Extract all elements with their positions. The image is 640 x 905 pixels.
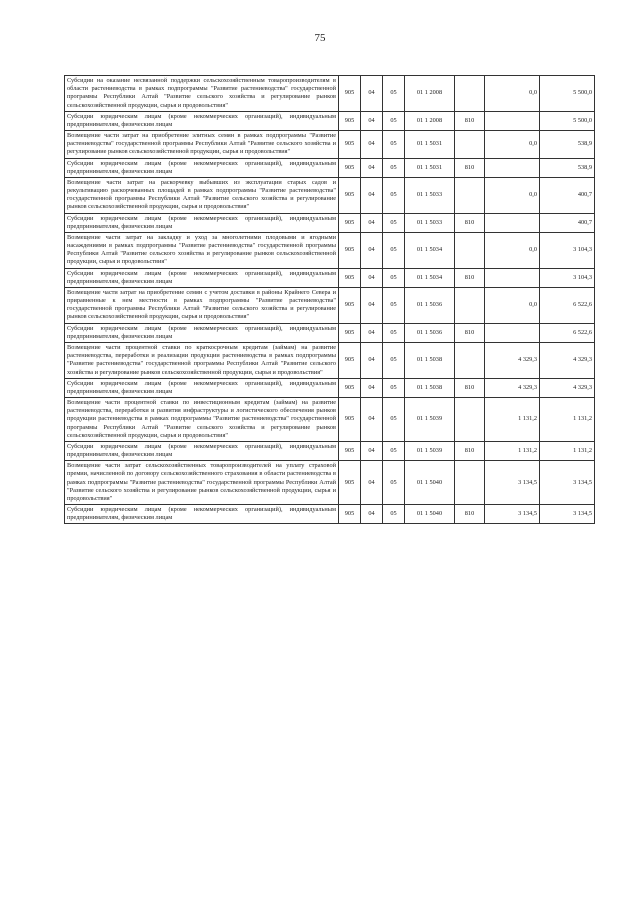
row-expense-type xyxy=(455,398,485,442)
row-description: Субсидии юридическим лицам (кроме некоммерческих организаций), индивидуальным предпринимателям, физическим лицам xyxy=(65,111,339,130)
row-section-code: 04 xyxy=(361,177,383,213)
row-subsection-code: 05 xyxy=(383,505,405,524)
table-row xyxy=(65,505,595,524)
table-row xyxy=(65,461,595,505)
row-amount-2: 3 134,5 xyxy=(540,461,595,505)
row-ministry-code: 905 xyxy=(339,177,361,213)
row-section-code: 04 xyxy=(361,323,383,342)
row-section-code: 04 xyxy=(361,111,383,130)
row-description: Субсидии юридическим лицам (кроме некоммерческих организаций), индивидуальным предпринимателям, физическим лицам xyxy=(65,268,339,287)
row-amount-2: 3 104,3 xyxy=(540,268,595,287)
row-amount-2: 400,7 xyxy=(540,213,595,232)
row-amount-2: 5 500,0 xyxy=(540,76,595,112)
row-ministry-code: 905 xyxy=(339,323,361,342)
row-description: Возмещение части затрат на приобретение элитных семян в рамках подпрограммы "Развитие растениеводства" государственной программы Республики Алтай "Развитие сельского хозяйства и регулирование рынков сельскохозяйственной продукции, сырья и продовольствия" xyxy=(65,131,339,159)
row-target-article: 01 1 5039 xyxy=(405,441,455,460)
row-expense-type xyxy=(455,287,485,323)
row-target-article: 01 1 5033 xyxy=(405,213,455,232)
row-amount-2: 6 522,6 xyxy=(540,287,595,323)
row-amount-1: 4 329,3 xyxy=(485,378,540,397)
row-section-code: 04 xyxy=(361,342,383,378)
row-expense-type: 810 xyxy=(455,378,485,397)
row-amount-1: 0,0 xyxy=(485,232,540,268)
row-ministry-code: 905 xyxy=(339,378,361,397)
row-target-article: 01 1 5040 xyxy=(405,505,455,524)
row-target-article: 01 1 5036 xyxy=(405,287,455,323)
table-row xyxy=(65,232,595,268)
row-amount-2: 5 500,0 xyxy=(540,111,595,130)
row-subsection-code: 05 xyxy=(383,131,405,159)
row-amount-1: 0,0 xyxy=(485,177,540,213)
row-subsection-code: 05 xyxy=(383,378,405,397)
row-amount-1: 3 134,5 xyxy=(485,505,540,524)
row-ministry-code: 905 xyxy=(339,213,361,232)
row-expense-type: 810 xyxy=(455,323,485,342)
row-amount-1: 0,0 xyxy=(485,76,540,112)
table-row xyxy=(65,177,595,213)
row-section-code: 04 xyxy=(361,232,383,268)
row-subsection-code: 05 xyxy=(383,441,405,460)
row-target-article: 01 1 5034 xyxy=(405,232,455,268)
row-expense-type xyxy=(455,131,485,159)
row-target-article: 01 1 5031 xyxy=(405,158,455,177)
row-target-article: 01 1 5038 xyxy=(405,342,455,378)
row-subsection-code: 05 xyxy=(383,323,405,342)
row-target-article: 01 1 5038 xyxy=(405,378,455,397)
row-ministry-code: 905 xyxy=(339,232,361,268)
row-amount-1: 1 131,2 xyxy=(485,398,540,442)
row-target-article: 01 1 5034 xyxy=(405,268,455,287)
row-ministry-code: 905 xyxy=(339,287,361,323)
row-subsection-code: 05 xyxy=(383,342,405,378)
row-amount-1: 0,0 xyxy=(485,287,540,323)
row-ministry-code: 905 xyxy=(339,131,361,159)
row-subsection-code: 05 xyxy=(383,232,405,268)
row-ministry-code: 905 xyxy=(339,76,361,112)
row-amount-1 xyxy=(485,323,540,342)
row-description: Субсидии юридическим лицам (кроме некоммерческих организаций), индивидуальным предпринимателям, физическим лицам xyxy=(65,441,339,460)
row-section-code: 04 xyxy=(361,268,383,287)
row-amount-1 xyxy=(485,268,540,287)
row-target-article: 01 1 5040 xyxy=(405,461,455,505)
row-expense-type xyxy=(455,461,485,505)
row-ministry-code: 905 xyxy=(339,441,361,460)
row-amount-2: 538,9 xyxy=(540,158,595,177)
row-subsection-code: 05 xyxy=(383,213,405,232)
row-expense-type: 810 xyxy=(455,111,485,130)
row-description: Субсидии на оказание несвязанной поддержки сельскохозяйственным товаропроизводителям в области растениеводства в рамках подпрограммы "Развитие растениеводства" государственной программы Республики Алтай "Развитие сельского хозяйства и регулирование рынков сельскохозяйственной продукции, сырья и продовольствия" xyxy=(65,76,339,112)
row-amount-2: 4 329,3 xyxy=(540,378,595,397)
row-amount-2: 1 131,2 xyxy=(540,441,595,460)
table-row xyxy=(65,287,595,323)
row-amount-2: 1 131,2 xyxy=(540,398,595,442)
row-subsection-code: 05 xyxy=(383,177,405,213)
table-row xyxy=(65,323,595,342)
row-section-code: 04 xyxy=(361,461,383,505)
row-section-code: 04 xyxy=(361,441,383,460)
row-target-article: 01 1 2008 xyxy=(405,76,455,112)
row-description: Возмещение части затрат на раскорчевку выбывших из эксплуатации старых садов и рекультивацию раскорчеванных площадей в рамках подпрограммы "Развитие растениеводства" государственной программы Республики Алтай "Развитие сельского хозяйства и регулирование рынков сельскохозяйственной продукции, сырья и продовольствия" xyxy=(65,177,339,213)
row-description: Возмещение части затрат на приобретение семян с учетом доставки в районы Крайнего Севера и приравненные к нем местности в рамках подпрограммы "Развитие растениеводства" государственной программы Республики Алтай "Развитие сельского хозяйства и регулирование рынков сельскохозяйственной продукции, сырья и продовольствия" xyxy=(65,287,339,323)
row-description: Субсидии юридическим лицам (кроме некоммерческих организаций), индивидуальным предпринимателям, физическим лицам xyxy=(65,505,339,524)
row-ministry-code: 905 xyxy=(339,461,361,505)
row-ministry-code: 905 xyxy=(339,158,361,177)
row-section-code: 04 xyxy=(361,76,383,112)
row-amount-1 xyxy=(485,158,540,177)
row-amount-1: 0,0 xyxy=(485,131,540,159)
row-amount-2: 4 329,3 xyxy=(540,342,595,378)
row-target-article: 01 1 5033 xyxy=(405,177,455,213)
row-amount-1 xyxy=(485,213,540,232)
row-section-code: 04 xyxy=(361,378,383,397)
row-description: Субсидии юридическим лицам (кроме некоммерческих организаций), индивидуальным предпринимателям, физическим лицам xyxy=(65,323,339,342)
row-section-code: 04 xyxy=(361,505,383,524)
row-amount-1: 3 134,5 xyxy=(485,461,540,505)
row-section-code: 04 xyxy=(361,213,383,232)
row-description: Субсидии юридическим лицам (кроме некоммерческих организаций), индивидуальным предпринимателям, физическим лицам xyxy=(65,158,339,177)
row-subsection-code: 05 xyxy=(383,76,405,112)
row-target-article: 01 1 5039 xyxy=(405,398,455,442)
table-row xyxy=(65,398,595,442)
row-expense-type: 810 xyxy=(455,158,485,177)
row-expense-type xyxy=(455,177,485,213)
table-row xyxy=(65,76,595,112)
table-row xyxy=(65,111,595,130)
row-amount-2: 3 134,5 xyxy=(540,505,595,524)
row-section-code: 04 xyxy=(361,158,383,177)
row-section-code: 04 xyxy=(361,287,383,323)
row-expense-type xyxy=(455,232,485,268)
row-amount-1: 4 329,3 xyxy=(485,342,540,378)
row-target-article: 01 1 5031 xyxy=(405,131,455,159)
row-subsection-code: 05 xyxy=(383,287,405,323)
row-amount-2: 400,7 xyxy=(540,177,595,213)
row-description: Возмещение части затрат сельскохозяйственных товаропроизводителей на уплату страховой премии, начисленной по договору сельскохозяйственного страхования в области растениеводства в рамках подпрограммы "Развитие растениеводства" государственной программы Республики Алтай "Развитие сельского хозяйства и регулирование рынков сельскохозяйственной продукции, сырья и продовольствия" xyxy=(65,461,339,505)
row-expense-type: 810 xyxy=(455,268,485,287)
row-ministry-code: 905 xyxy=(339,342,361,378)
row-expense-type xyxy=(455,342,485,378)
table-row xyxy=(65,441,595,460)
row-description: Возмещение части процентной ставки по инвестиционным кредитам (займам) на развитие растениеводства, переработки и развития инфраструктуры и логистического обеспечения рынков продукции растениеводства в рамках подпрограммы "Развитие растениеводства" государственной программы Республики Алтай "Развитие сельского хозяйства и регулирование рынков сельскохозяйственной продукции, сырья и продовольствия" xyxy=(65,398,339,442)
row-amount-1: 1 131,2 xyxy=(485,441,540,460)
row-section-code: 04 xyxy=(361,398,383,442)
row-subsection-code: 05 xyxy=(383,268,405,287)
row-subsection-code: 05 xyxy=(383,111,405,130)
row-ministry-code: 905 xyxy=(339,111,361,130)
row-target-article: 01 1 2008 xyxy=(405,111,455,130)
table-row xyxy=(65,213,595,232)
row-subsection-code: 05 xyxy=(383,158,405,177)
row-expense-type xyxy=(455,76,485,112)
table-row xyxy=(65,268,595,287)
page-number: 75 xyxy=(314,32,326,44)
row-expense-type: 810 xyxy=(455,213,485,232)
row-subsection-code: 05 xyxy=(383,398,405,442)
row-amount-2: 3 104,3 xyxy=(540,232,595,268)
row-amount-2: 6 522,6 xyxy=(540,323,595,342)
row-ministry-code: 905 xyxy=(339,268,361,287)
row-description: Субсидии юридическим лицам (кроме некоммерческих организаций), индивидуальным предпринимателям, физическим лицам xyxy=(65,378,339,397)
row-subsection-code: 05 xyxy=(383,461,405,505)
row-amount-1 xyxy=(485,111,540,130)
row-target-article: 01 1 5036 xyxy=(405,323,455,342)
row-ministry-code: 905 xyxy=(339,398,361,442)
table-row xyxy=(65,342,595,378)
row-description: Возмещение части процентной ставки по краткосрочным кредитам (займам) на развитие растениеводства, переработки и реализации продукции растениеводства в рамках подпрограммы "Развитие растениеводства" государственной программы Республики Алтай "Развитие сельского хозяйства и регулирование рынков сельскохозяйственной продукции, сырья и продовольствия" xyxy=(65,342,339,378)
row-description: Субсидии юридическим лицам (кроме некоммерческих организаций), индивидуальным предпринимателям, физическим лицам xyxy=(65,213,339,232)
table-row xyxy=(65,131,595,159)
row-section-code: 04 xyxy=(361,131,383,159)
row-expense-type: 810 xyxy=(455,441,485,460)
row-ministry-code: 905 xyxy=(339,505,361,524)
table-row xyxy=(65,158,595,177)
budget-table xyxy=(64,75,595,524)
table-row xyxy=(65,378,595,397)
row-amount-2: 538,9 xyxy=(540,131,595,159)
row-description: Возмещение части затрат на закладку и уход за многолетними плодовыми и ягодными насаждениями в рамках подпрограммы "Развитие растениеводства" государственной программы Республики Алтай "Развитие сельского хозяйства и регулирование рынков сельскохозяйственной продукции, сырья и продовольствия" xyxy=(65,232,339,268)
row-expense-type: 810 xyxy=(455,505,485,524)
